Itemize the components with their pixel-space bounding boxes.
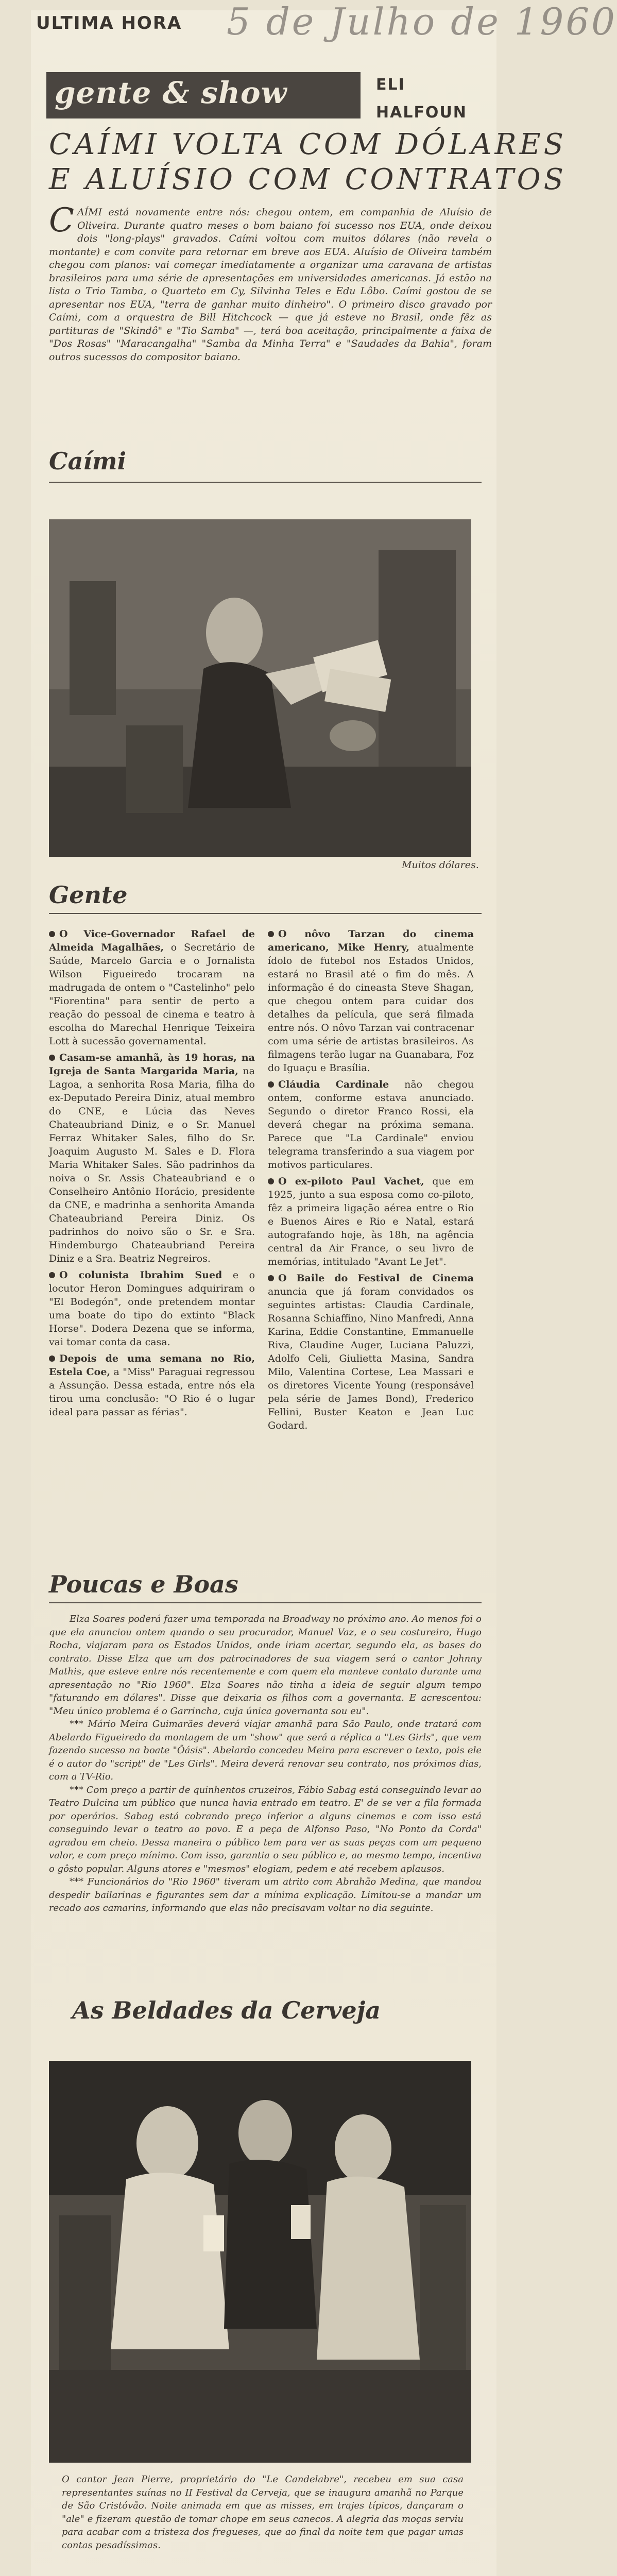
gente-item: O colunista Ibrahim Sued e o locutor Heron Domingues adquiriram o "El Bodegón", onde pretendem montar uma boate do tipo do extinto "Black Horse". Dodera Dezena que se informa, vai tomar conta da casa. — [49, 1269, 255, 1348]
column-logo — [46, 72, 361, 118]
poucas-paragraph: *** Funcionários do "Rio 1960" tiveram um atrito com Abrahão Medina, que mandou despedir bailarinas e figurantes sem dar a mínima explicação. Limitou-se a mandar um recado aos camarins, informando que elas não precisavam voltar no dia seguinte. — [49, 1876, 482, 1913]
poucas-body — [49, 1613, 482, 1915]
gente-title: Gente — [49, 881, 128, 909]
column-author — [376, 71, 467, 127]
caimi-caption: Muitos dólares. — [402, 859, 479, 871]
poucas-divider — [49, 1602, 482, 1603]
bullet-icon — [268, 931, 274, 937]
caimi-photo-image — [49, 519, 471, 857]
caimi-title: Caími — [49, 447, 127, 475]
gente-right-column — [268, 927, 474, 1435]
bullet-icon — [49, 931, 55, 937]
lead-paragraph — [49, 201, 492, 364]
handwritten-date: 5 de Julho de 1960 — [227, 0, 617, 43]
gente-item: Cláudia Cardinale não chegou ontem, conforme estava anunciado. Segundo o diretor Franco Rossi, ela deverá chegar na próxima semana. Parece que "La Cardinale" enviou telegrama transferindo a sua viagem por motivos particulares. — [268, 1079, 474, 1171]
gente-item: Casam-se amanhã, às 19 horas, na Igreja de Santa Margarida Maria, na Lagoa, a senhorita Rosa Maria, filha do ex-Deputado Pereira Diniz, atual membro do CNE, e Lúcia das Neves Chateaubriand Diniz, e o Sr. Manuel Ferraz Whitaker Sales, filho do Sr. Joaquim Augusto M. Sales e D. Flora Maria Whitaker Sales. São padrinhos da noiva o Sr. Assis Chateaubriand e o Conselheiro Antônio Horácio, presidente da CNE, e madrinha a senhorita Amanda Chateaubriand Pereira Diniz. Os padrinhos do noivo são o Sr. e Sra. Hindemburgo Chateaubriand Pereira Diniz e a Sra. Beatriz Negreiros. — [49, 1052, 255, 1264]
poucas-paragraph: *** Mário Meira Guimarães deverá viajar amanhã para São Paulo, onde tratará com Abelardo Figueiredo da montagem de um "show" que será a réplica a "Les Girls", que vem fazendo sucesso na boate "Ôásis". Abelardo concedeu Meira para escrever o texto, pois ele é o autor do "script" de "Les Girls". Meira deverá renovar seu contrato, nos próximos dias, com a TV-Rio. — [49, 1719, 482, 1782]
caimi-photo — [49, 519, 471, 857]
poucas-paragraph: *** Com preço a partir de quinhentos cruzeiros, Fábio Sabag está conseguindo levar ao Teatro Dulcina um público que nunca havia entrado em teatro. E' de se ver a fila formada por operários. Sabag está cobrando preço inferior a alguns cinemas e com isso está conseguindo levar o teatro ao povo. E a peça de Alfonso Paso, "No Ponto da Corda" agradou em cheio. Dessa maneira o público tem para ver as suas peças com um pequeno valor, e com preço mínimo. Com isso, garantia o seu público e, ao mesmo tempo, incentiva o gôsto popular. Alguns atores e "mesmos" elogiam, pedem e até recebem aplausos. — [49, 1784, 482, 1874]
gente-item: O nôvo Tarzan do cinema americano, Mike Henry, atualmente ídolo de futebol nos Estados Unidos, estará no Brasil até o fim do mês. A informação é do cineasta Steve Shagan, que chegou ontem para cuidar dos detalhes da película, que será filmada entre nós. O nôvo Tarzan vai contracenar com uma série de artistas brasileiros. As filmagens terão lugar na Guanabara, Foz do Iguaçu e Brasília. — [268, 928, 474, 1074]
author-first-name: ELI — [376, 76, 405, 94]
bullet-icon — [49, 1055, 55, 1061]
gente-item: Depois de uma semana no Rio, Estela Coe, a "Miss" Paraguai regressou a Assunção. Dessa estada, entre nós ela tirou uma conclusão: "O Rio é o lugar ideal para passar as férias". — [49, 1353, 255, 1418]
beldades-photo — [49, 2061, 471, 2463]
gente-item: O ex-piloto Paul Vachet, que em 1925, junto a sua esposa como co-piloto, fêz a primeira ligação aérea entre o Rio e Buenos Aires e Rio e Natal, estará autografando hoje, às 18h, na agência central da Air France, o seu livro de memórias, intitulado "Avant Le Jet". — [268, 1176, 474, 1267]
headline-line-2: E ALUÍSIO COM CONTRATOS — [49, 163, 567, 196]
column-name: gente & show — [55, 75, 287, 110]
headline-line-1: CAÍMI VOLTA COM DÓLARES — [49, 128, 567, 161]
beldades-title: As Beldades da Cerveja — [72, 1996, 381, 2024]
drop-cap: C — [49, 201, 74, 240]
bullet-icon — [49, 1272, 55, 1278]
gente-item: O Baile do Festival de Cinema anuncia que já foram convidados os seguintes artistas: Claudia Cardinale, Rosanna Schiaffino, Nino Manfredi, Anna Karina, Eddie Constantine, Emmanuelle Riva, Claudine Auger, Luciana Paluzzi, Adolfo Celi, Giulietta Masina, Sandra Milo, Valentina Cortese, Lea Massari e os diretores Vicente Young (responsável pela série de James Bond), Frederico Fellini, Buster Keaton e Jean Luc Godard. — [268, 1273, 474, 1431]
author-last-name: HALFOUN — [376, 104, 467, 122]
poucas-title: Poucas e Boas — [49, 1570, 238, 1598]
bullet-icon — [268, 1178, 274, 1184]
gente-left-column — [49, 927, 255, 1422]
bullet-icon — [268, 1275, 274, 1281]
gente-item: O Vice-Governador Rafael de Almeida Magalhães, o Secretário de Saúde, Marcelo Garcia e o Jornalista Wilson Figueiredo trocaram na madrugada de ontem o "Castelinho" pelo "Fiorentina" para sentir de perto a reação do pessoal de cinema e teatro à escolha do Marechal Henrique Teixeira Lott à sucessão governamental. — [49, 928, 255, 1047]
bullet-icon — [49, 1355, 55, 1362]
caimi-divider — [49, 482, 482, 483]
lead-text: AÍMI está novamente entre nós: chegou ontem, em companhia de Aluísio de Oliveira. Durante quatro meses o bom baiano foi sucesso nos EUA, onde deixou dois "long-plays" gravados. Caími voltou com muitos dólares (não revela o montante) e com convite para retornar em breve aos EUA. Aluísio de Oliveira também chegou com planos: vai começar imediatamente a organizar uma caravana de artistas brasileiros para uma série de apresentações em universidades americanas. Já estão na lista o Trio Tamba, o Quarteto em Cy, Silvinha Teles e Edu Lôbo. Caími gostou de se apresentar nos EUA, "terra de ganhar muito dinheiro". O primeiro disco gravado por Caími, com a orquestra de Bill Hitchcock — que já esteve no Brasil, onde fêz as partituras de "Skindô" e "Tio Samba" —, terá boa aceitação, principalmente a faixa de "Dos Rosas" "Maracangalha" "Samba da Minha Terra" e "Saudades da Bahia", foram outros sucessos do compositor baiano. — [49, 207, 492, 363]
beldades-caption: O cantor Jean Pierre, proprietário do "Le Candelabre", recebeu em sua casa representantes suínas no II Festival da Cerveja, que se inaugura amanhã no Parque de São Cristóvão. Noite animada em que as misses, em trajes típicos, dançaram o "ale" e fizeram questão de tomar chope em seus canecos. A alegria das moças serviu para acabar com a tristeza dos fregueses, que ao final da noite tem que pagar umas contas pesadíssimas. — [62, 2474, 464, 2551]
bullet-icon — [268, 1081, 274, 1088]
section-name: ULTIMA HORA — [36, 13, 182, 33]
beldades-photo-image — [49, 2061, 471, 2463]
gente-divider — [49, 913, 482, 914]
poucas-paragraph: Elza Soares poderá fazer uma temporada na Broadway no próximo ano. Ao menos foi o que ela anunciou ontem quando o seu procurador, Manuel Vaz, e o seu costureiro, Hugo Rocha, viajaram para os Estados Unidos, onde iriam acertar, segundo ela, as bases do contrato. Disse Elza que um dos patrocinadores de sua viagem será o cantor Johnny Mathis, que esteve entre nós recentemente e com quem ela manteve contato durante uma apresentação no "Rio 1960". Elza Soares não tinha a ideia de seguir algum tempo "faturando em dólares". Disse que deixaria os filhos com a governanta. E acrescentou: "Meu único problema é o Garrincha, cuja única governanta sou eu". — [49, 1614, 482, 1717]
